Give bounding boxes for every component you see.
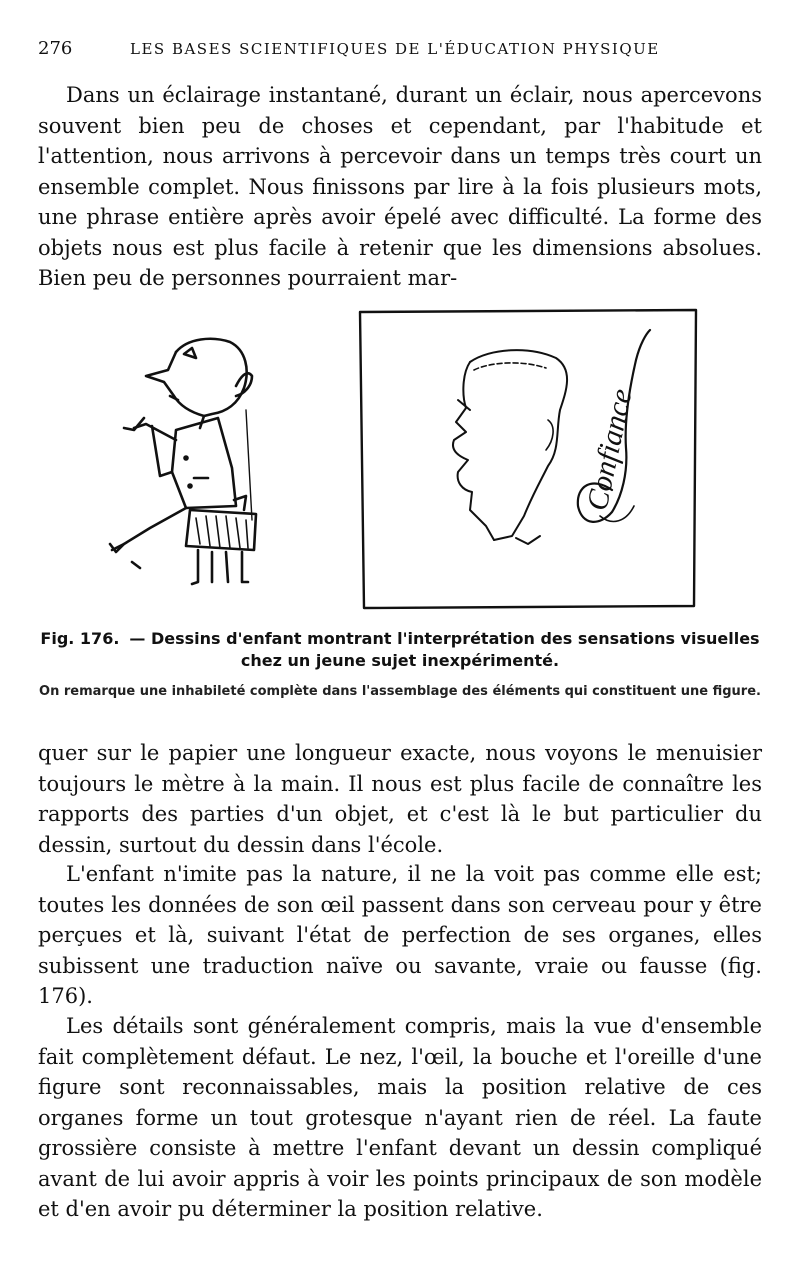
- figure-caption: [38, 628, 762, 672]
- child-drawings-illustration: [0, 300, 800, 630]
- paragraph-1: Dans un éclairage instantané, durant un éclair, nous apercevons souvent bien peu de choses et cependant, par l'habitude et l'attention, nous arrivons à percevoir dans un temps très court un ensemble complet. Nous finissons par lire à la fois plusieurs mots, une phrase entière après avoir épelé avec difficulté. La forme des objets nous est plus facile à retenir que les dimensions absolues. Bien peu de personnes pourraient mar-: [38, 83, 762, 290]
- page-header: [38, 38, 762, 62]
- figure-176: [0, 300, 800, 630]
- paragraph-4: Les détails sont généralement compris, mais la vue d'ensemble fait complètement défaut. Le nez, l'œil, la bouche et l'oreille d'une figure sont reconnaissables, mais la position relative de ces organes forme un tout grotesque n'ayant rien de réel. La faute grossière consiste à mettre l'enfant devant un dessin compliqué avant de lui avoir appris à voir les points principaux de son modèle et d'en avoir pu déterminer la position relative.: [38, 1014, 762, 1221]
- figure-title: — Dessins d'enfant montrant l'interprétation des sensations visuelles chez un jeune sujet inexpérimenté.: [129, 629, 760, 670]
- page-number: 276: [38, 38, 73, 59]
- child-figure-drawing: [110, 339, 256, 584]
- paragraph-2: quer sur le papier une longueur exacte, nous voyons le menuisier toujours le mètre à la main. Il nous est plus facile de connaître les rapports des parties d'un objet, et c'est là le but particulier du dessin, surtout du dessin dans l'école.: [38, 741, 762, 857]
- running-head: LES BASES SCIENTIFIQUES DE L'ÉDUCATION PHYSIQUE: [130, 40, 660, 58]
- signature-text: Confiance: [580, 385, 639, 514]
- figure-note: On remarque une inhabileté complète dans l'assemblage des éléments qui constituent une figure.: [39, 684, 761, 699]
- paragraph-3: L'enfant n'imite pas la nature, il ne la voit pas comme elle est; toutes les données de son œil passent dans son cerveau pour y être perçues et là, suivant l'état de perfection de ses organes, elles subissent une traduction naïve ou savante, vraie ou fausse (fig. 176).: [38, 862, 762, 1008]
- portrait-sketch-frame: [360, 310, 696, 608]
- figure-label: Fig. 176.: [40, 629, 120, 648]
